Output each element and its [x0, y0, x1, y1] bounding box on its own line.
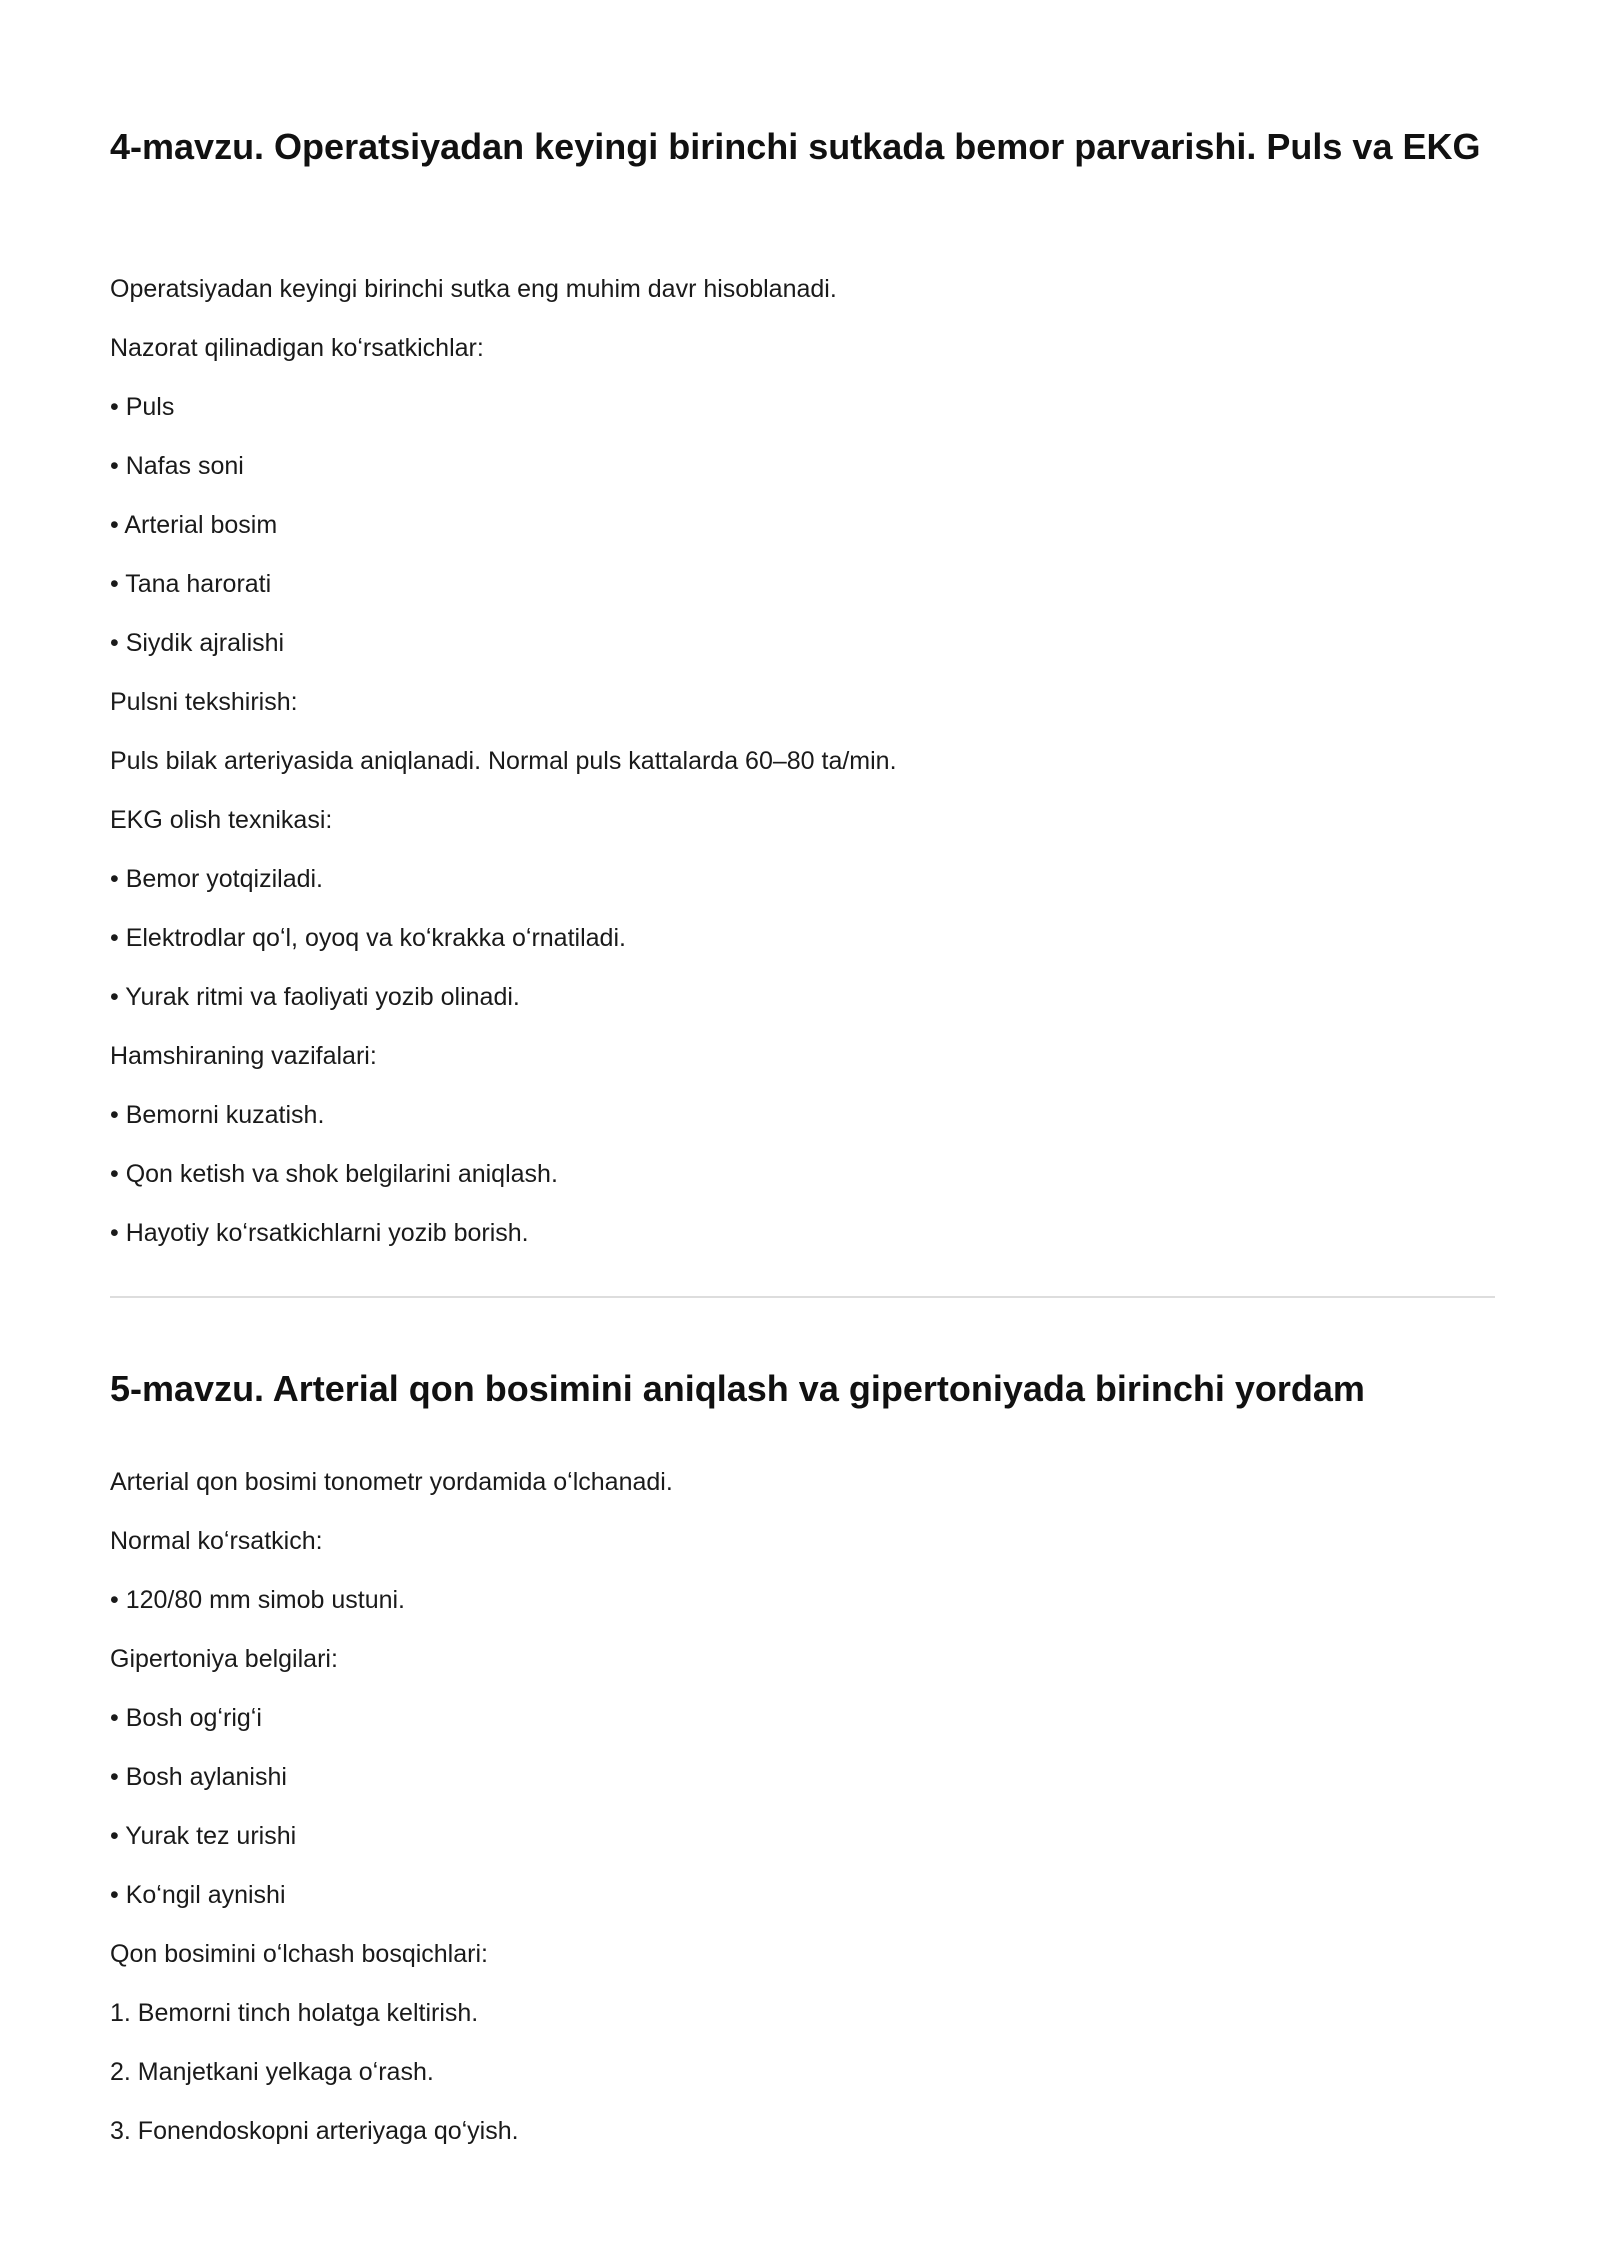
section-4-line-14: Hamshiraning vazifalari:	[110, 1042, 377, 1070]
section-4-line-7: • Siydik ajralishi	[110, 629, 285, 657]
section-4-line-3: • Puls	[110, 393, 175, 421]
section-4-line-9: Puls bilak arteriyasida aniqlanadi. Normal puls kattalarda 60–80 ta/min.	[110, 747, 897, 775]
section-5-line-9: Qon bosimini oʻlchash bosqichlari:	[110, 1940, 488, 1968]
section-5-line-10: 1. Bemorni tinch holatga keltirish.	[110, 1999, 479, 2027]
section-5-line-6: • Bosh aylanishi	[110, 1763, 287, 1791]
section-divider	[110, 1296, 1495, 1298]
section-4-line-11: • Bemor yotqiziladi.	[110, 865, 324, 893]
section-4-line-2: Nazorat qilinadigan koʻrsatkichlar:	[110, 334, 484, 362]
section-4-line-4: • Nafas soni	[110, 452, 244, 480]
section-4-title: 4-mavzu. Operatsiyadan keyingi birinchi sutkada bemor parvarishi. Puls va EKG	[110, 126, 1481, 167]
section-4-line-13: • Yurak ritmi va faoliyati yozib olinadi.	[110, 983, 520, 1011]
section-5-line-7: • Yurak tez urishi	[110, 1822, 297, 1850]
section-5-line-2: Normal koʻrsatkich:	[110, 1527, 323, 1555]
section-5-line-5: • Bosh ogʻrigʻi	[110, 1704, 262, 1732]
section-4-line-15: • Bemorni kuzatish.	[110, 1101, 325, 1129]
section-5-line-11: 2. Manjetkani yelkaga oʻrash.	[110, 2058, 434, 2086]
section-5-title: 5-mavzu. Arterial qon bosimini aniqlash va gipertoniyada birinchi yordam	[110, 1368, 1365, 1409]
section-5-line-12: 3. Fonendoskopni arteriyaga qoʻyish.	[110, 2117, 519, 2145]
section-5-line-1: Arterial qon bosimi tonometr yordamida oʻlchanadi.	[110, 1468, 673, 1496]
section-4-line-6: • Tana harorati	[110, 570, 272, 598]
section-5-line-8: • Koʻngil aynishi	[110, 1881, 286, 1909]
section-5-line-3: • 120/80 mm simob ustuni.	[110, 1586, 405, 1614]
section-4-line-10: EKG olish texnikasi:	[110, 806, 333, 834]
section-4-line-8: Pulsni tekshirish:	[110, 688, 298, 716]
section-4-line-5: • Arterial bosim	[110, 511, 278, 539]
section-4-line-1: Operatsiyadan keyingi birinchi sutka eng muhim davr hisoblanadi.	[110, 275, 837, 303]
section-4-line-17: • Hayotiy koʻrsatkichlarni yozib borish.	[110, 1219, 529, 1247]
section-5-line-4: Gipertoniya belgilari:	[110, 1645, 338, 1673]
section-4-line-12: • Elektrodlar qoʻl, oyoq va koʻkrakka oʻrnatiladi.	[110, 924, 626, 952]
section-4-line-16: • Qon ketish va shok belgilarini aniqlash.	[110, 1160, 558, 1188]
